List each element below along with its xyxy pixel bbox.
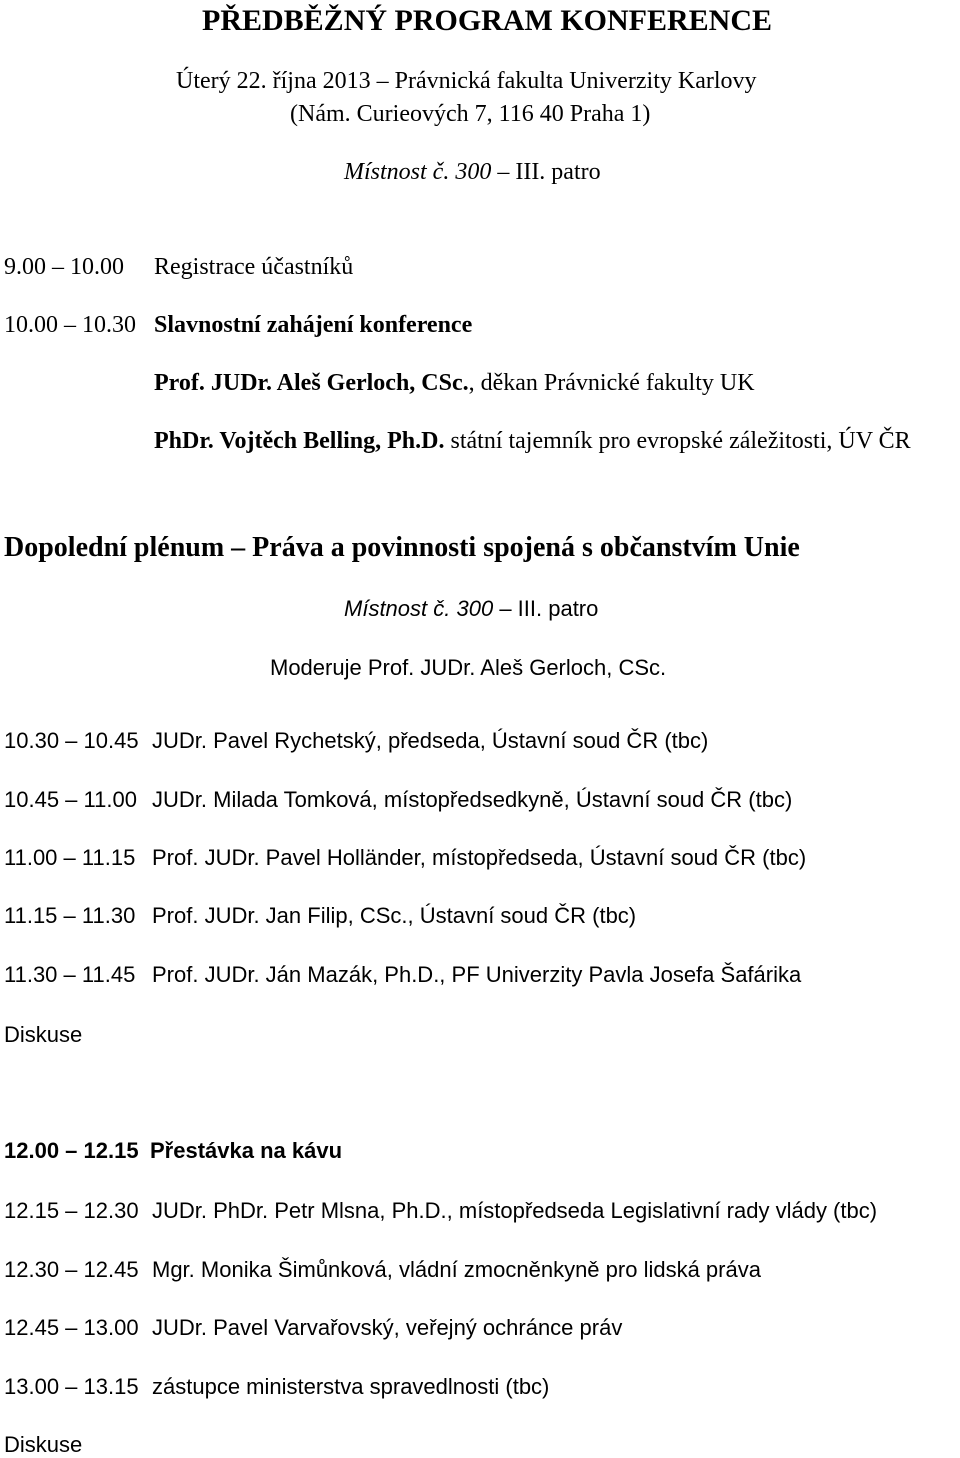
talk-text: JUDr. Pavel Rychetský, předseda, Ústavní soud ČR (tbc) bbox=[152, 728, 709, 753]
talk-text: JUDr. Milada Tomková, místopředsedkyně, Ústavní soud ČR (tbc) bbox=[152, 787, 793, 812]
page-title: PŘEDBĚŽNÝ PROGRAM KONFERENCE bbox=[202, 4, 773, 37]
talk-text: Mgr. Monika Šimůnková, vládní zmocněnkyně pro lidská práva bbox=[152, 1257, 761, 1282]
opening-speaker bbox=[154, 429, 911, 453]
talk-text: JUDr. Pavel Varvařovský, veřejný ochránce práv bbox=[152, 1315, 623, 1340]
time-slot: 13.00 – 13.15 bbox=[4, 1374, 139, 1399]
time-slot: 12.45 – 13.00 bbox=[4, 1315, 139, 1340]
plenum-room bbox=[344, 598, 598, 620]
room-label: Místnost č. 300 bbox=[344, 159, 492, 185]
time-slot: 12.15 – 12.30 bbox=[4, 1198, 139, 1223]
coffee-break bbox=[4, 1140, 342, 1162]
time-slot: 12.00 – 12.15 bbox=[4, 1138, 139, 1163]
time-slot: 11.15 – 11.30 bbox=[4, 903, 136, 928]
speaker-name: PhDr. Vojtěch Belling, Ph.D. bbox=[154, 428, 445, 454]
item-title: Registrace účastníků bbox=[154, 254, 354, 280]
schedule-item bbox=[4, 1376, 549, 1398]
schedule-item bbox=[4, 905, 636, 927]
schedule-item bbox=[4, 847, 806, 869]
room-floor: – III. patro bbox=[499, 596, 599, 621]
talk-text: Prof. JUDr. Jan Filip, CSc., Ústavní soud ČR (tbc) bbox=[152, 903, 637, 928]
time-slot: 12.30 – 12.45 bbox=[4, 1257, 139, 1282]
item-title: Slavnostní zahájení konference bbox=[154, 312, 473, 338]
schedule-item bbox=[4, 1200, 877, 1222]
venue-address: (Nám. Curieových 7, 116 40 Praha 1) bbox=[290, 101, 651, 127]
time-slot: 11.00 – 11.15 bbox=[4, 845, 136, 870]
schedule-item-opening bbox=[4, 313, 472, 337]
time-slot: 10.00 – 10.30 bbox=[4, 312, 136, 338]
schedule-item bbox=[4, 730, 708, 752]
room-label: Místnost č. 300 bbox=[344, 596, 494, 621]
time-slot: 11.30 – 11.45 bbox=[4, 962, 136, 987]
talk-text: Prof. JUDr. Ján Mazák, Ph.D., PF Univerzity Pavla Josefa Šafárika bbox=[152, 962, 802, 987]
break-title: Přestávka na kávu bbox=[150, 1138, 343, 1163]
time-slot: 10.45 – 11.00 bbox=[4, 787, 137, 812]
plenum-title: Dopolední plénum – Práva a povinnosti spojená s občanstvím Unie bbox=[4, 532, 800, 563]
schedule-item-registration bbox=[4, 255, 353, 279]
speaker-role: státní tajemník pro evropské záležitosti, ÚV ČR bbox=[444, 428, 911, 454]
time-slot: 9.00 – 10.00 bbox=[4, 254, 124, 280]
schedule-item bbox=[4, 1317, 622, 1339]
discussion: Diskuse bbox=[4, 1432, 83, 1457]
room-info bbox=[344, 160, 601, 184]
schedule-item bbox=[4, 1259, 761, 1281]
discussion: Diskuse bbox=[4, 1022, 83, 1047]
room-floor: – III. patro bbox=[497, 159, 601, 185]
speaker-role: , děkan Právnické fakulty UK bbox=[468, 370, 755, 396]
date-venue: Úterý 22. října 2013 – Právnická fakulta Univerzity Karlovy bbox=[176, 68, 757, 94]
talk-text: zástupce ministerstva spravedlnosti (tbc) bbox=[152, 1374, 550, 1399]
talk-text: JUDr. PhDr. Petr Mlsna, Ph.D., místopředseda Legislativní rady vlády (tbc) bbox=[152, 1198, 878, 1223]
schedule-item bbox=[4, 789, 792, 811]
schedule-item bbox=[4, 964, 801, 986]
time-slot: 10.30 – 10.45 bbox=[4, 728, 139, 753]
speaker-name: Prof. JUDr. Aleš Gerloch, CSc. bbox=[154, 370, 469, 396]
talk-text: Prof. JUDr. Pavel Holländer, místopředseda, Ústavní soud ČR (tbc) bbox=[152, 845, 807, 870]
plenum-moderator: Moderuje Prof. JUDr. Aleš Gerloch, CSc. bbox=[270, 655, 667, 680]
opening-speaker bbox=[154, 371, 755, 395]
